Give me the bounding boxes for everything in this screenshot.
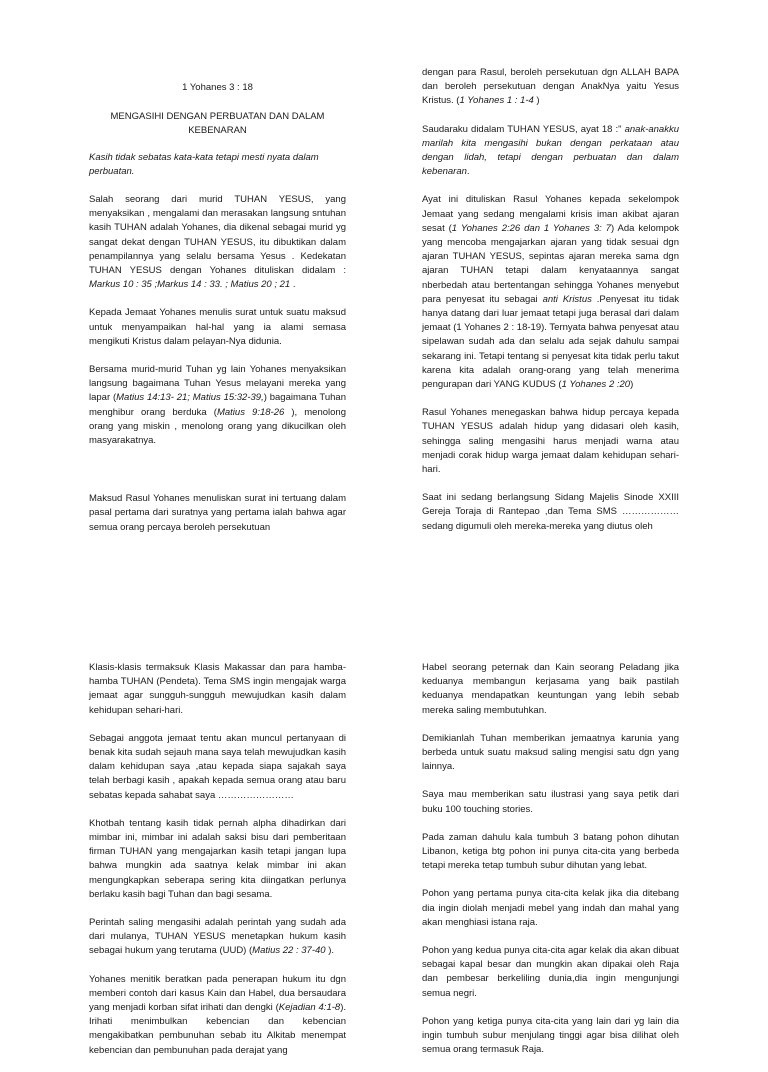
paragraph-text: .Penyesat itu tidak hanya datang dari luar jemaat tetapi juga berasal dari dalam jemaat (1 Yohanes 2 : 18-19). Ternyata bahwa penyesat atau sipelawan sudah ada dan selalu ada sejak dahulu sampai sekarang ini. Tetapi tentang si penyesat kita tidak perlu takut karena kita adalah orang-orang yang telah menerima pengurapan dari YANG KUDUS ( <box>422 293 679 391</box>
paragraph-text: dengan para Rasul, beroleh persekutuan dgn ALLAH BAPA dan beroleh persekutuan dengan AnakNya yaitu Yesus Kristus. ( <box>422 67 679 107</box>
page-title: 1 Yohanes 3 : 18 <box>182 82 253 93</box>
paragraph-demikianlah: Demikianlah Tuhan memberikan jemaatnya karunia yang berbeda untuk suatu maksud saling mengisi satu dgn yang lainnya. <box>422 732 679 773</box>
right-column-top <box>422 66 679 548</box>
paragraph-sebagai-anggota: Sebagai anggota jemaat tentu akan muncul pertanyaan di benak kita sudah sejauh mana saya telah mewujudkan kasih dalam kehidupan saya ,atau kepada siapa sajakah saya telah berbagi kasih , apakah kepada semua orang atau baru sebatas kepada sahabat saya …………………… <box>89 732 346 801</box>
scripture-reference: Markus 10 : 35 ;Markus 14 : 33. ; Matius 20 ; 21 <box>89 279 291 291</box>
scripture-reference: 1 Yohanes 1 : 1-4 <box>459 95 534 107</box>
paragraph-khotbah: Khotbah tentang kasih tidak pernah alpha dihadirkan dari mimbar ini, mimbar ini adalah saksi bisu dari pemberitaan firman TUHAN yang mengajarkan kasih tetapi jangan lupa bahwa mungkin ada saatnya kelak mimbar ini akan mengungkapkan seberapa sering kita diingatkan perlunya berlaku kasih bagi Tuhan dan bagi sesama. <box>89 817 346 900</box>
right-column-bottom <box>422 661 679 1071</box>
paragraph-maksud-rasul: Maksud Rasul Yohanes menuliskan surat ini tertuang dalam pasal pertama dari suratnya yang pertama ialah bahwa agar semua orang percaya beroleh persekutuan <box>89 493 346 533</box>
left-column-bottom <box>89 661 346 1072</box>
paragraph-text: Salah seorang dari murid TUHAN YESUS, yang menyaksikan , mengalami dan merasakan langsung sntuhan kasih TUHAN adalah Yohanes, dia dikenal sebagai murid yg sangat dekat dengan TUHAN YESUS, itu dibuktikan dalam penampilannya yang selalu bersama Yesus . Kedekatan TUHAN YESUS dengan Yohanes dituliskan didalam : <box>89 194 346 277</box>
paragraph-text: . <box>290 279 296 291</box>
scripture-reference: Matius 9:18-26 <box>216 406 285 418</box>
paragraph-text: ). <box>325 945 335 957</box>
emphasis-text: anti Kristus <box>542 293 592 305</box>
paragraph-zaman-dahulu: Pada zaman dahulu kala tumbuh 3 batang pohon dihutan Libanon, ketiga btg pohon ini punya cita-cita yang berbeda tetapi mereka tetap tumbuh subur dihutan yang lebat. <box>422 831 679 872</box>
heading-line-1: MENGASIHI DENGAN PERBUATAN DAN DALAM <box>110 111 325 123</box>
paragraph-habel: Habel seorang peternak dan Kain seorang Peladang jika keduanya membangun kerjasama yang baik pastilah keduanya mendapatkan keuntungan yang lebih sebab mereka saling membutuhkan. <box>422 662 679 716</box>
paragraph-pohon-ketiga: Pohon yang ketiga punya cita-cita yang lain dari yg lain dia ingin tumbuh subur menjulang tinggi agar bisa dilihat oleh semua orang termasuk Raja. <box>422 1015 679 1056</box>
paragraph-pohon-kedua: Pohon yang kedua punya cita-cita agar kelak dia akan dibuat sebagai kapal besar dan mungkin akan dipakai oleh Raja dan pembesar berkeliling dunia,dia ingin mengunjungi semua negri. <box>422 945 679 999</box>
paragraph-text: Bersama murid-murid Tuhan yg lain Yohanes menyaksikan langsung bagaimana Tuhan Yesus melayani mereka yang lapar ( <box>89 364 346 404</box>
scripture-reference: Matius 14:13- 21; Matius 15:32-39, <box>116 392 264 404</box>
paragraph-ilustrasi: Saya mau memberikan satu ilustrasi yang saya petik dari buku 100 touching stories. <box>422 789 679 815</box>
scripture-reference: Kejadian 4:1-8 <box>278 1002 341 1014</box>
paragraph-text: ), menolong orang yang miskin , menolong orang yang dikucilkan oleh masyarakatnya. <box>89 406 346 447</box>
paragraph-text: Ayat ini dituliskan Rasul Yohanes kepada sekelompok Jemaat yang sedang mengalami krisis iman akibat ajaran sesat ( <box>422 194 679 234</box>
paragraph-text: Saudaraku didalam TUHAN YESUS, ayat 18 :" <box>422 123 625 135</box>
paragraph-ayat-ini <box>422 193 679 392</box>
paragraph-kepada-jemaat: Kepada Jemaat Yohanes menulis surat untuk suatu maksud untuk menyampaikan hal-hal yang ia alami semasa mengikuti Kristus dalam pelayan-Nya didunia. <box>89 307 346 347</box>
paragraph-text: Yohanes menitik beratkan pada penerapan hukum itu dgn memberi contoh dari kasus Kain dan Habel, dua bersaudara yang menjadi korban sifat irihati dan dengki ( <box>89 973 346 1014</box>
paragraph-text: ) <box>630 379 634 391</box>
paragraph-text: . <box>466 166 470 178</box>
paragraph-salah-seorang <box>89 193 346 292</box>
lead-paragraph: Kasih tidak sebatas kata-kata tetapi mesti nyata dalam perbuatan. <box>89 151 319 177</box>
paragraph-pohon-pertama: Pohon yang pertama punya cita-cita kelak jika dia ditebang dia ingin diolah menjadi mebel yang indah dan mahal yang akan menghiasi istana raja. <box>422 888 679 928</box>
scripture-reference: Matius 22 : 37-40 <box>252 945 326 957</box>
paragraph-text: Perintah saling mengasihi adalah perintah yang sudah ada dari mulanya, TUHAN YESUS menetapkan hukum kasih sebagai hukum yang terutama (UUD) ( <box>89 917 346 957</box>
paragraph-dengan-para-rasul <box>422 66 679 109</box>
paragraph-klasis: Klasis-klasis termaksuk Klasis Makassar dan para hamba-hamba TUHAN (Pendeta). Tema SMS ingin mengajak warga jemaat agar sungguh-sungguh mewujudkan kasih dalam kehidupan sehari-hari. <box>89 662 346 716</box>
paragraph-text: ) bagaimana Tuhan menghibur orang berduka ( <box>89 392 346 418</box>
scripture-reference: 1 Yohanes 2 :20 <box>561 379 631 391</box>
paragraph-rasul-yohanes: Rasul Yohanes menegaskan bahwa hidup percaya kepada TUHAN YESUS adalah hidup yang didasari oleh kasih, sehingga saling mengasihi harus menjadi warna atau menjadi corak hidup warga jemaat dalam kehidupan sehari-hari. <box>422 407 679 476</box>
paragraph-saudaraku <box>422 123 679 180</box>
paragraph-text: ). Irihati menimbulkan kebencian dan kebencian mengakibatkan pembunuhan sebab itu Alkitab menempat kebencian dan pembunuhan pada derajat yang <box>89 1002 346 1056</box>
paragraph-saat-ini: Saat ini sedang berlangsung Sidang Majelis Sinode XXIII Gereja Toraja di Rantepao ,dan Tema SMS ……………… sedang digumuli oleh mereka-mereka yang diutus oleh <box>422 492 679 532</box>
left-column-top <box>89 66 346 549</box>
paragraph-yohanes-menitik <box>89 973 346 1058</box>
document-page-top <box>0 0 768 533</box>
document-page-bottom <box>0 655 768 1056</box>
heading-line-2: KEBENARAN <box>188 125 247 137</box>
scripture-reference: 1 Yohanes 2:26 dan 1 Yohanes 3: 7 <box>451 222 611 234</box>
paragraph-perintah <box>89 916 346 959</box>
section-heading <box>89 110 346 138</box>
paragraph-bersama-murid <box>89 363 346 448</box>
paragraph-text: ) Ada kelompok yang mencoba mengajarkan ajaran yang tidak sesuai dgn ajaran TUHAN YESUS, sepintas ajaran mereka sama dgn ajaran TUHAN tetapi dalam kenyataannya sangat nberbedah atau bertentangan sehingga Yohanes menyebut para penyesat itu sebagai <box>422 222 679 305</box>
verse-quote: anak-anakku marilah kita mengasihi bukan dengan perkataan atau dengan lidah, tetapi dengan perbuatan dan dalam kebenaran <box>422 123 679 178</box>
paragraph-text: ) <box>533 95 540 107</box>
